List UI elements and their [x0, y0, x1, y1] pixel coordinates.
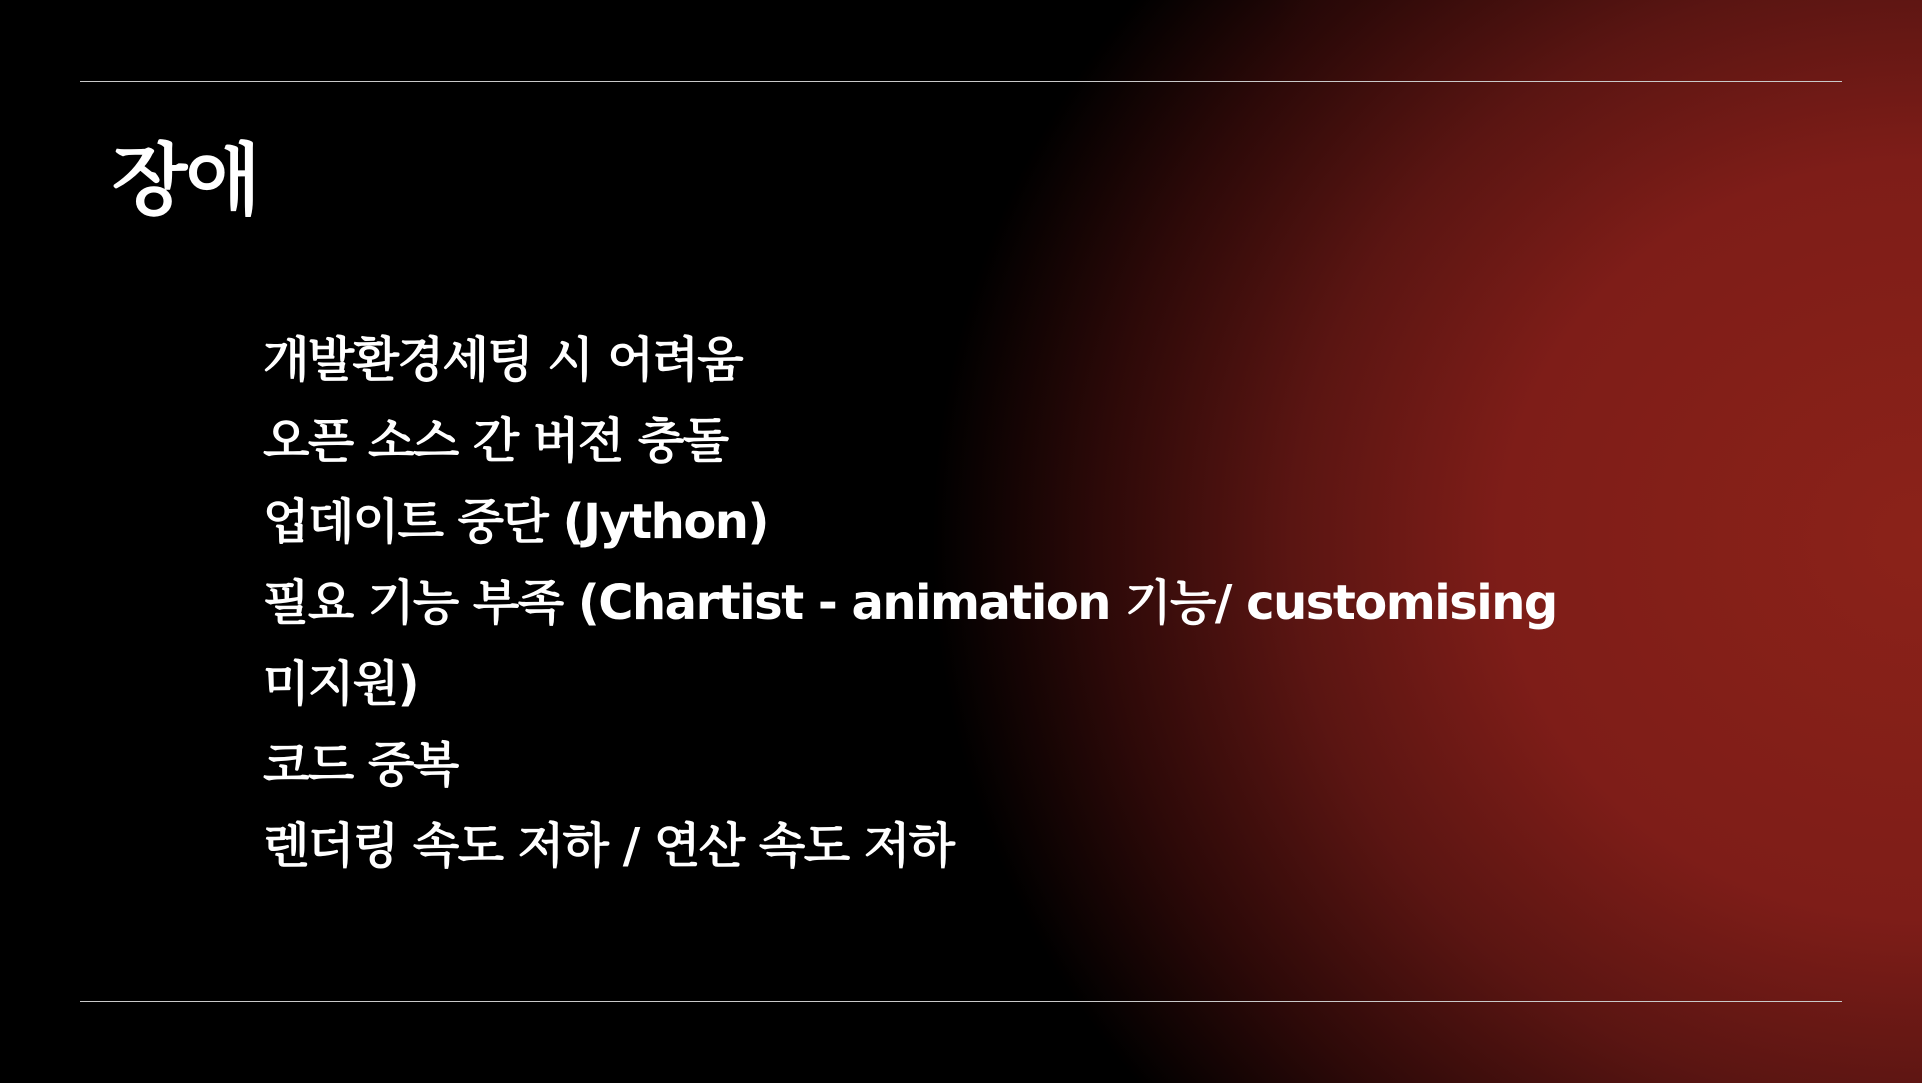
top-divider — [80, 81, 1842, 82]
bullet-item: 필요 기능 부족 (Chartist - animation 기능/ customising — [263, 575, 1557, 631]
bottom-divider — [80, 1001, 1842, 1002]
bullet-item: 미지원) — [263, 656, 419, 712]
bullet-item: 업데이트 중단 (Jython) — [263, 494, 768, 550]
slide-title: 장애 — [112, 136, 259, 226]
bullet-item: 오픈 소스 간 버전 충돌 — [263, 413, 728, 469]
bullet-item: 코드 중복 — [263, 737, 458, 793]
bullet-item: 렌더링 속도 저하 / 연산 속도 저하 — [263, 818, 954, 874]
bullet-list — [263, 320, 1583, 887]
bullet-item: 개발환경세팅 시 어려움 — [263, 332, 743, 388]
